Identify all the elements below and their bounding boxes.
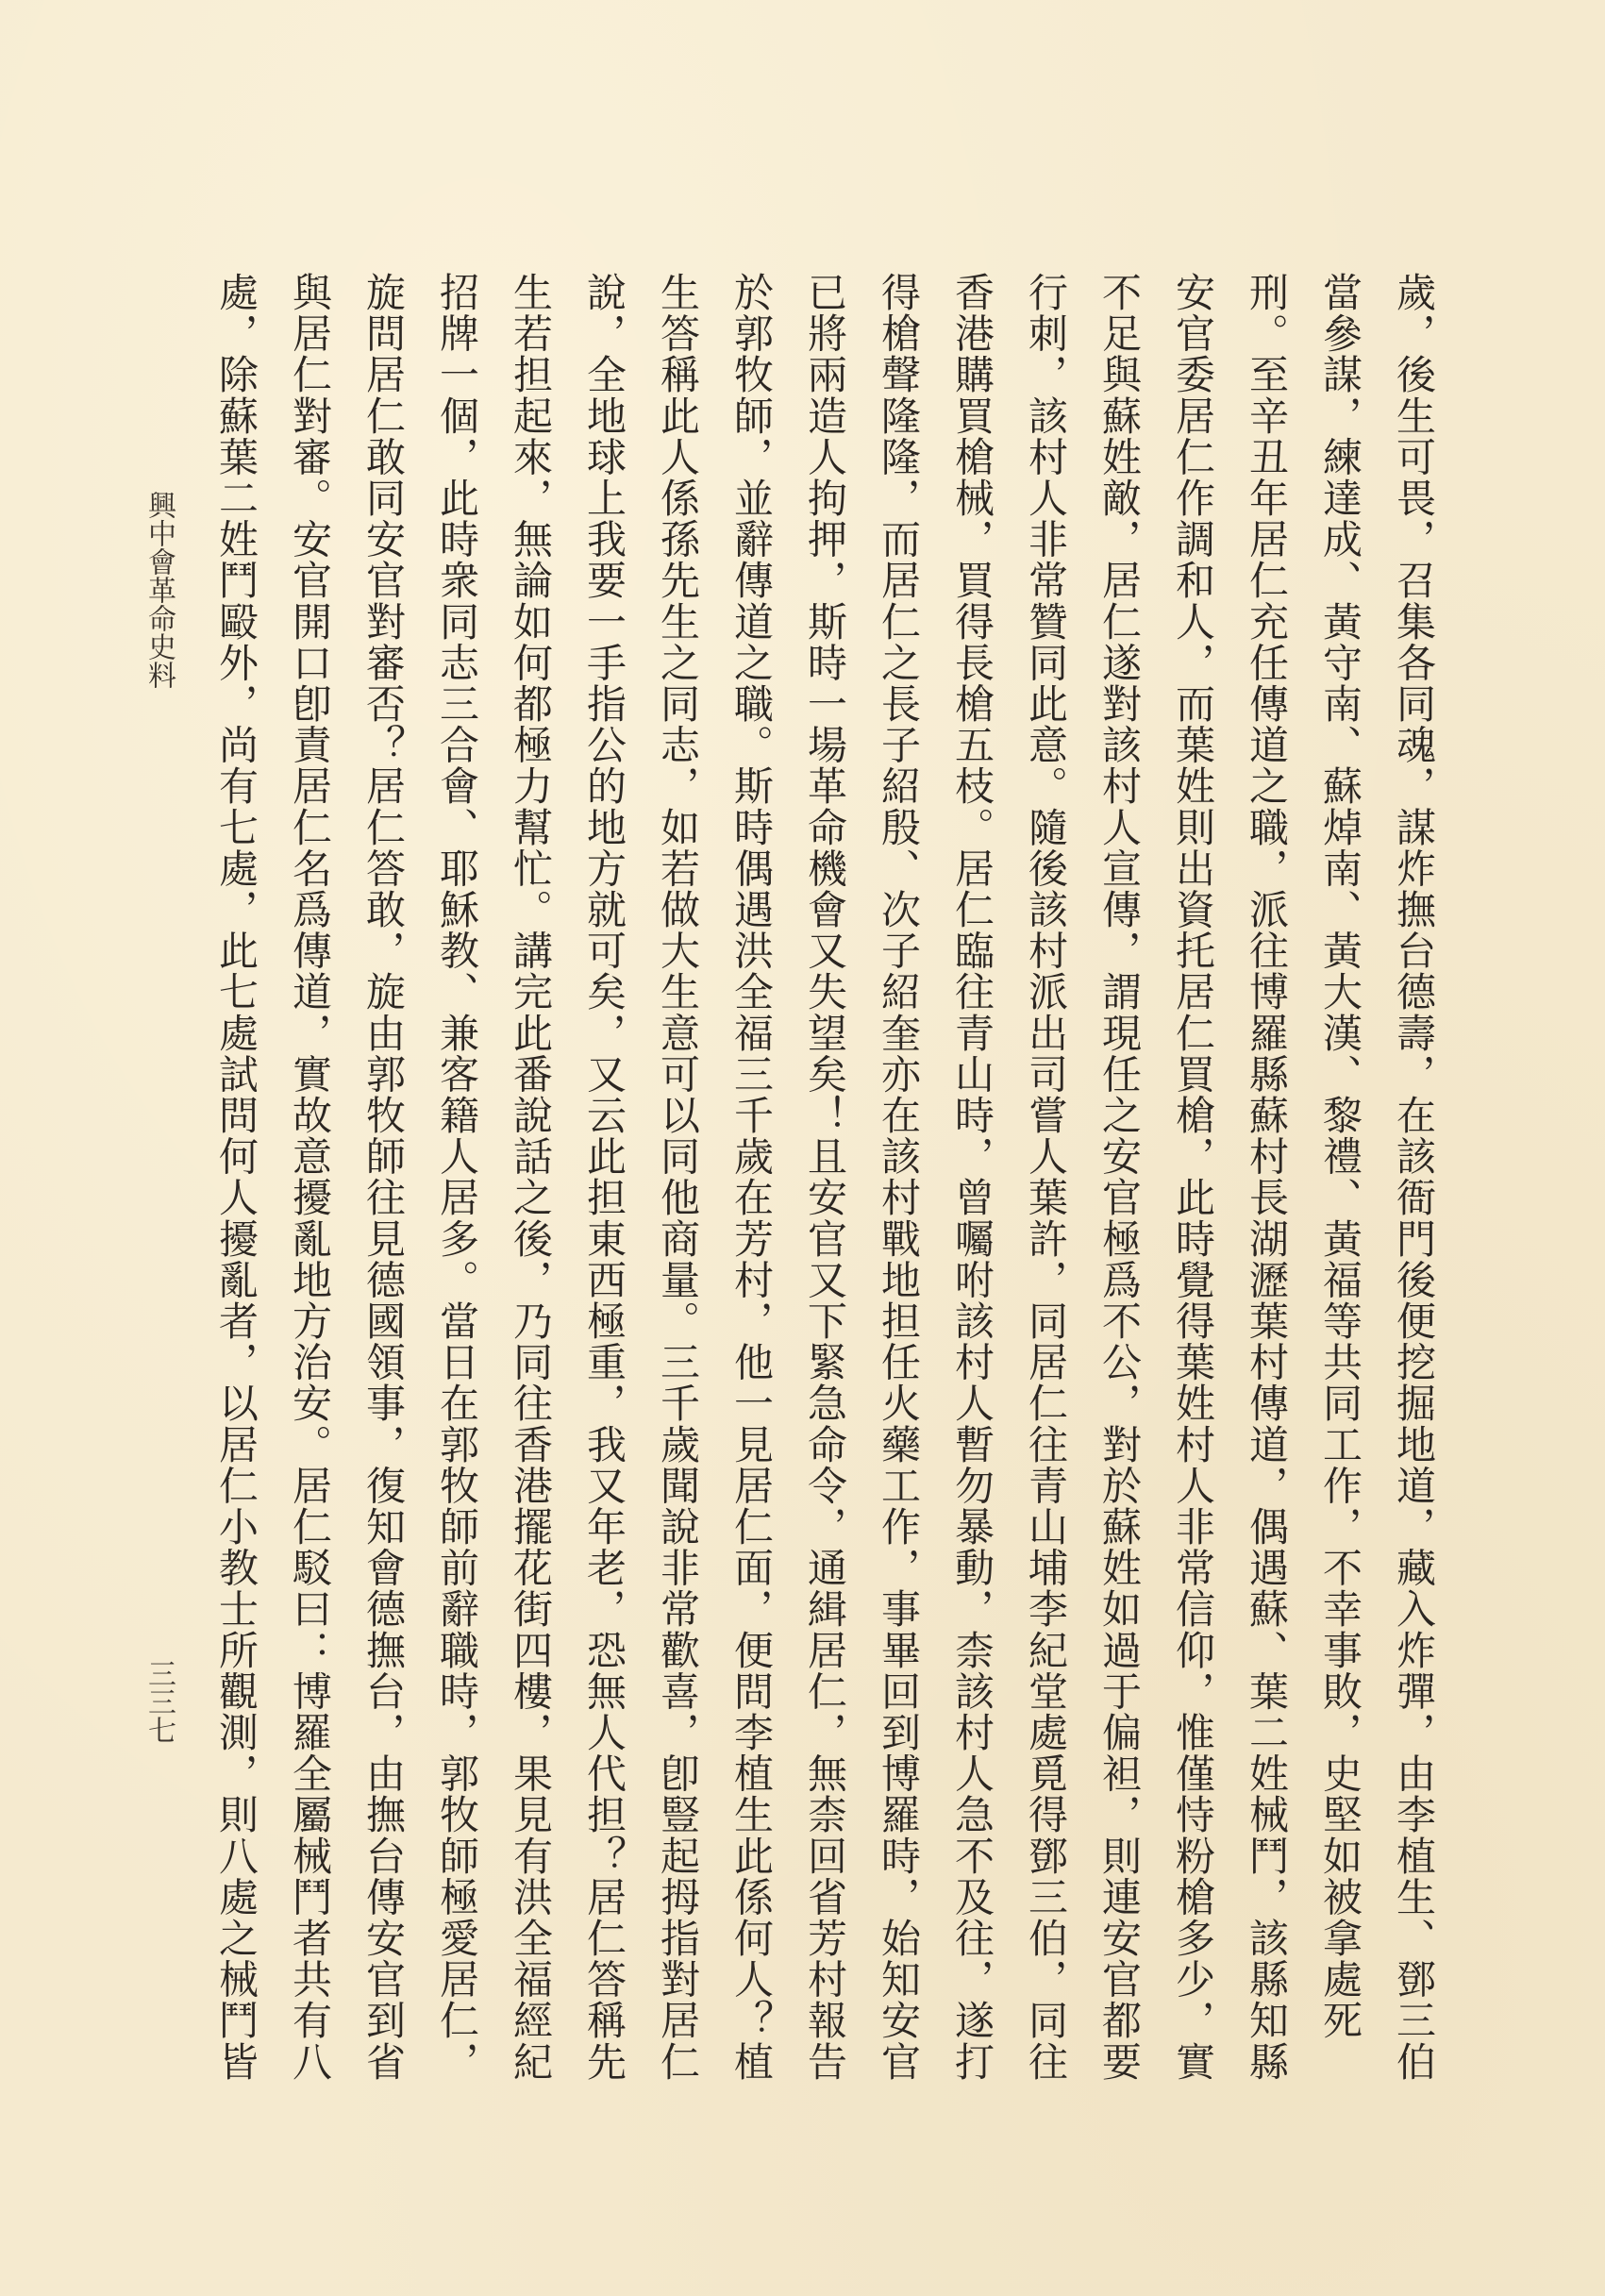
text-column-7: 香港購買槍械，買得長槍五枝。居仁臨往青山時，曾囑咐該村人暫勿暴動，柰該村人急不及往，遂打 bbox=[949, 272, 995, 2083]
text-column-8: 得槍聲隆隆，而居仁之長子紹殷、次子紹奎亦在該村戰地担任火藥工作，事畢回到博羅時，始知安官 bbox=[876, 272, 922, 2083]
text-column-12: 說，全地球上我要一手指公的地方就可矣，又云此担東西極重，我又年老，恐無人代担？居仁答稱先 bbox=[581, 272, 627, 2083]
text-column-16: 與居仁對審。安官開口卽責居仁名爲傳道，實故意擾亂地方治安。居仁駁曰：博羅全屬械鬥者共有八 bbox=[287, 272, 333, 2083]
text-column-5: 不足與蘇姓敵，居仁遂對該村人宣傳，謂現任之安官極爲不公，對於蘇姓如過于偏袒，則連安官都要 bbox=[1096, 272, 1143, 2083]
text-column-15: 旋問居仁敢同安官對審否？居仁答敢，旋由郭牧師往見德國領事，復知會德撫台，由撫台傳安官到省 bbox=[360, 272, 407, 2083]
text-column-3: 刑。至辛丑年居仁充任傳道之職，派往博羅縣蘇村長湖瀝葉村傳道，偶遇蘇、葉二姓械鬥，該縣知縣 bbox=[1244, 272, 1290, 2083]
text-column-2: 當參謀，練達成、黃守南、蘇焯南、黃大漢、黎禮、黃福等共同工作，不幸事敗，史堅如被拿處死 bbox=[1317, 272, 1363, 2041]
text-column-11: 生答稱此人係孫先生之同志，如若做大生意可以同他商量。三千歲聞說非常歡喜，卽豎起拇指對居仁 bbox=[655, 272, 701, 2083]
text-column-6: 行刺，該村人非常贊同此意。隨後該村派出司嘗人葉許，同居仁往青山埔李紀堂處覓得鄧三伯，同往 bbox=[1023, 272, 1069, 2083]
body-text bbox=[0, 272, 1605, 2093]
running-head: 興中會革命史料 bbox=[142, 491, 176, 689]
page-number: 三三七 bbox=[142, 1659, 176, 1744]
text-column-10: 於郭牧師，並辭傳道之職。斯時偶遇洪全福三千歲在芳村，他一見居仁面，便問李植生此係何人？植 bbox=[728, 272, 775, 2083]
text-column-4: 安官委居仁作調和人，而葉姓則出資托居仁買槍，此時覺得葉姓村人非常信仰，惟僅恃粉槍多少，實 bbox=[1170, 272, 1216, 2083]
text-column-17: 處，除蘇葉二姓鬥毆外，尚有七處，此七處試問何人擾亂者，以居仁小教士所觀測，則八處之械鬥皆 bbox=[213, 272, 259, 2083]
text-column-13: 生若担起來，無論如何都極力幫忙。講完此番說話之後，乃同往香港擺花街四樓，果見有洪全福經紀 bbox=[508, 272, 554, 2083]
text-column-14: 招牌一個，此時衆同志三合會、耶穌教、兼客籍人居多。當日在郭牧師前辭職時，郭牧師極愛居仁， bbox=[434, 272, 480, 2083]
text-column-9: 已將兩造人拘押，斯時一場革命機會又失望矣！且安官又下緊急命令，通緝居仁，無柰回省芳村報告 bbox=[802, 272, 848, 2083]
text-column-1: 歲，後生可畏，召集各同魂，謀炸撫台德壽，在該衙門後便挖掘地道，藏入炸彈，由李植生、鄧三伯 bbox=[1391, 272, 1437, 2083]
